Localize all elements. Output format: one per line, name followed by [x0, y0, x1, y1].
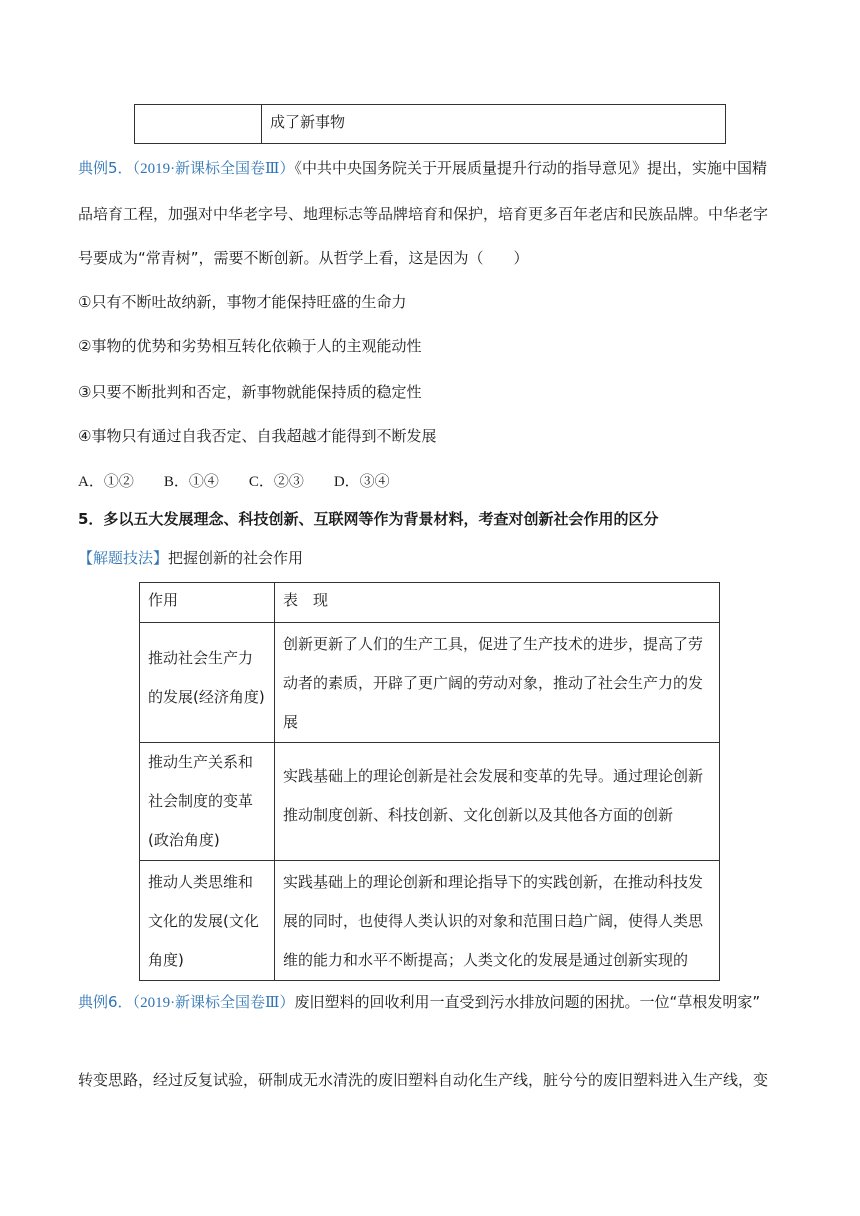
example5-line1: 《中共中央国务院关于开展质量提升行动的指导意见》提出，实施中国精	[294, 159, 768, 177]
example5-line3: 号要成为“常青树”，需要不断创新。从哲学上看，这是因为（ ）	[78, 249, 529, 267]
table-header-detail: 表 现	[275, 583, 720, 623]
example6-line2: 转变思路，经过反复试验，研制成无水清洗的废旧塑料自动化生产线，脏兮兮的废旧塑料进入生产线，变	[78, 1071, 769, 1089]
example6-source: 2019·新课标全国卷Ⅲ	[140, 995, 280, 1011]
example5-option-4: ④事物只有通过自我否定、自我超越才能得到不断发展	[78, 427, 437, 445]
table-cell-detail: 创新更新了人们的生产工具，促进了生产技术的进步，提高了劳 动者的素质，开辟了更广阔的劳动对象，推动了社会生产力的发 展	[275, 623, 720, 743]
example5-option-2: ②事物的优势和劣势相互转化依赖于人的主观能动性	[78, 337, 422, 355]
example5-source: 2019·新课标全国卷Ⅲ	[140, 161, 280, 177]
example5-option-1: ①只有不断吐故纳新，事物才能保持旺盛的生命力	[78, 293, 407, 311]
table-cell-role: 推动人类思维和 文化的发展(文化 角度)	[140, 861, 275, 981]
example5-answers: A．①② B．①④ C．②③ D．③④	[78, 474, 390, 490]
example5-line2: 品培育工程，加强对中华老字号、地理标志等品牌培育和保护，培育更多百年老店和民族品牌。中华老字	[78, 205, 769, 223]
table-header-row	[140, 583, 720, 623]
example6-line1: 废旧塑料的回收利用一直受到污水排放问题的困扰。一位“草根发明家”	[294, 993, 761, 1011]
continued-table-left-cell	[135, 105, 262, 144]
example6-label: 典例6．	[78, 993, 133, 1011]
table-cell-detail: 实践基础上的理论创新是社会发展和变革的先导。通过理论创新 推动制度创新、科技创新、文化创新以及其他各方面的创新	[275, 743, 720, 861]
innovation-role-table	[139, 582, 720, 981]
table-cell-detail: 实践基础上的理论创新和理论指导下的实践创新，在推动科技发 展的同时，也使得人类认识的对象和范围日趋广阔，使得人类思 维的能力和水平不断提高；人类文化的发展是通过创新实现的	[275, 861, 720, 981]
section5-method	[78, 536, 303, 580]
example5-option-3: ③只要不断批判和否定，新事物就能保持质的稳定性	[78, 383, 422, 401]
table-cell-role: 推动社会生产力 的发展(经济角度)	[140, 623, 275, 743]
table-header-role: 作用	[140, 583, 275, 623]
table-row	[140, 861, 720, 981]
example5-question: 典例5．（2019·新课标全国卷Ⅲ）《中共中央国务院关于开展质量提升行动的指导意见》提出，实施中国精	[78, 159, 768, 177]
method-text: 把握创新的社会作用	[168, 549, 304, 567]
example5-label: 典例5．	[78, 159, 133, 177]
table-row	[140, 623, 720, 743]
continued-table-right-cell: 成了新事物	[262, 105, 726, 144]
table-row	[140, 743, 720, 861]
example6-question: 典例6．（2019·新课标全国卷Ⅲ）废旧塑料的回收利用一直受到污水排放问题的困扰。一位“草根发明家”	[78, 993, 761, 1011]
table-cell-role: 推动生产关系和 社会制度的变革 (政治角度)	[140, 743, 275, 861]
method-label: 【解题技法】	[78, 549, 169, 567]
continued-table	[134, 104, 726, 144]
section5-heading: 5．多以五大发展理念、科技创新、互联网等作为背景材料，考查对创新社会作用的区分	[78, 510, 659, 528]
